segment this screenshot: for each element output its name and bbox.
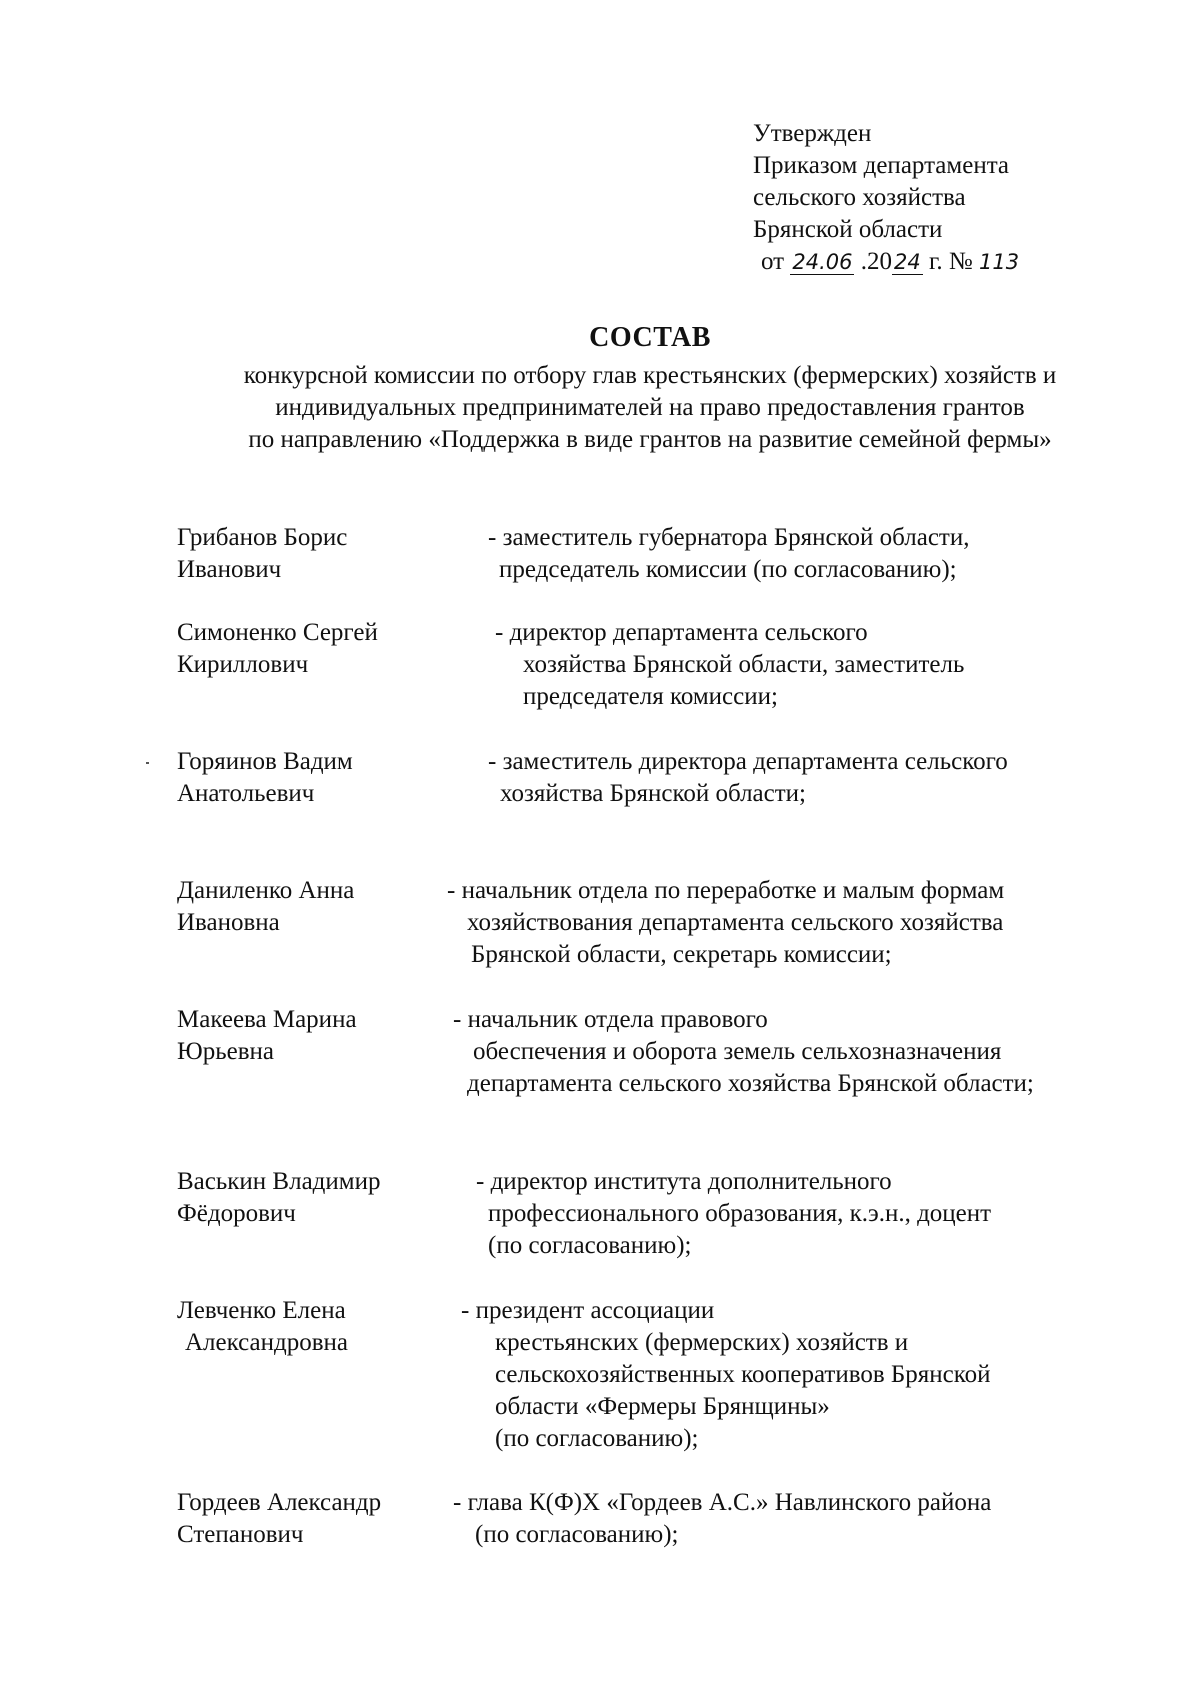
approval-line: сельского хозяйства [753,184,966,211]
handwritten-day-month: 24.06 [792,250,853,274]
handwritten-number: 113 [979,250,1020,274]
approval-line: Утвержден [753,120,872,147]
member-role: - начальник отдела по переработке и малым формам хозяйствования департамента сельского хозяйства Брянской области, секретарь комиссии; [447,877,1005,968]
member-name: Васькин Владимир Фёдорович [177,1168,381,1227]
year-prefix: 20 [866,248,892,275]
number-prefix: г. № [928,248,973,275]
handwritten-year: 24 [893,250,921,274]
scan-mark [146,762,149,764]
member-name: Левченко Елена Александровна [177,1297,349,1356]
date-prefix: от [761,248,785,275]
member-role: - начальник отдела правового обеспечения и оборота земель сельхозназначения департамента сельского хозяйства Брянской области; [453,1006,1034,1097]
subtitle-line: конкурсной комиссии по отбору глав крестьянских (фермерских) хозяйств и [243,362,1057,389]
member-name: Горяинов Вадим Анатольевич [177,748,353,807]
document-subtitle [0,360,1200,456]
member-role: - директор института дополнительного профессионального образования, к.э.н., доцент (по согласованию); [476,1168,992,1259]
approval-line: Брянской области [753,216,943,243]
approval-date-line: от 24.06 .2024 г. № 113 [761,248,1020,275]
member-name: Макеева Марина Юрьевна [177,1006,357,1065]
subtitle-line: по направлению «Поддержка в виде грантов на развитие семейной фермы» [248,426,1052,453]
member-name: Гордеев Александр Степанович [177,1489,382,1548]
member-name: Симоненко Сергей Кириллович [177,619,378,678]
member-role: - президент ассоциации крестьянских (фермерских) хозяйств и сельскохозяйственных кооперативов Брянской области «Фермеры Брянщины» (по согласованию); [461,1297,991,1452]
member-name: Даниленко Анна Ивановна [177,877,355,936]
member-role: - директор департамента сельского хозяйства Брянской области, заместитель председателя комиссии; [495,619,965,710]
member-name: Грибанов Борис Иванович [177,524,348,583]
member-role: - глава К(Ф)Х «Гордеев А.С.» Навлинского района (по согласованию); [453,1489,992,1548]
subtitle-line: индивидуальных предпринимателей на право предоставления грантов [275,394,1025,421]
document-title: СОСТАВ [589,322,711,353]
member-role: - заместитель директора департамента сельского хозяйства Брянской области; [488,748,1008,807]
approval-line: Приказом департамента [753,152,1010,179]
member-role: - заместитель губернатора Брянской области, председатель комиссии (по согласованию); [488,524,970,583]
approval-block [753,118,1019,278]
